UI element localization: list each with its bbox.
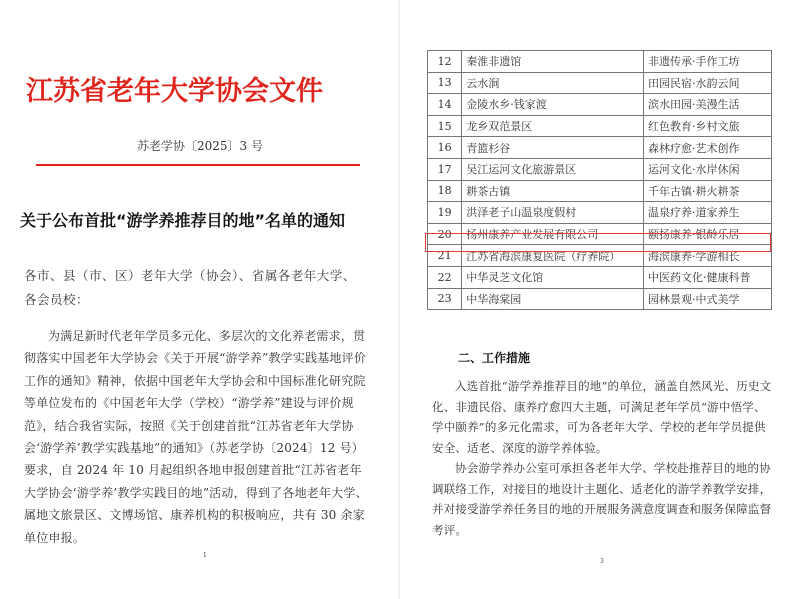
destination-name-cell: 扬州康养产业发展有限公司 — [462, 223, 644, 245]
theme-cell: 颐扬康养·银龄乐居 — [644, 223, 772, 245]
theme-cell: 运河文化·水岸休闲 — [644, 158, 772, 180]
table-row — [428, 266, 772, 288]
theme-cell: 田园民宿·水韵云间 — [644, 72, 772, 94]
theme-cell: 非遗传承·手作工坊 — [644, 51, 772, 73]
row-number-cell: 23 — [428, 288, 462, 310]
row-number-cell: 16 — [428, 137, 462, 159]
table-row — [428, 158, 772, 180]
document-number: 苏老学协〔2025〕3 号 — [137, 139, 263, 153]
destination-name-cell: 洪泽老子山温泉度假村 — [462, 202, 644, 224]
row-number-cell: 14 — [428, 94, 462, 116]
destination-name-cell: 金陵水乡·钱家渡 — [462, 94, 644, 116]
theme-cell: 温泉疗养·道家养生 — [644, 202, 772, 224]
table-row — [428, 51, 772, 73]
table-row — [428, 72, 772, 94]
row-number-cell: 18 — [428, 180, 462, 202]
theme-cell: 千年古镇·耕火耕茶 — [644, 180, 772, 202]
theme-cell: 滨水田园·美漫生活 — [644, 94, 772, 116]
destination-name-cell: 龙乡双范景区 — [462, 115, 644, 137]
row-number-cell: 20 — [428, 223, 462, 245]
body-paragraph: 为满足新时代老年学员多元化、多层次的文化养老需求，贯彻落实中国老年大学协会《关于开展“游学养”教学实践基地评价工作的通知》精神，依据中国老年大学协会和中国标准化研究院等单位发布的《中国老年大学（学校）“游学养”建设与评价规范》，结合我省实际，按照《关于创建首批“江苏省老年大学协会‘游学养’教学实践基地”的通知》（苏老学协〔2024〕12 号）要求，自 2024 年 10 月起组织各地申报创建首批“江苏省老年大学协会‘游学养’教学实践目的地”活动，得到了各地老年大学、属地文旅景区、文博场馆、康养机构的积极响应，共有 30 余家单位申报。 — [24, 329, 368, 545]
document-header-title: 江苏省老年大学协会文件 — [26, 76, 323, 107]
destination-name-cell: 青篮杉谷 — [462, 137, 644, 159]
row-number-cell: 13 — [428, 72, 462, 94]
destination-name-cell: 江苏省海滨康复医院（疗养院） — [462, 245, 644, 267]
row-number-cell: 21 — [428, 245, 462, 267]
row-number-cell: 17 — [428, 158, 462, 180]
measures-paragraph-2: 协会游学养办公室可承担各老年大学、学校赴推荐目的地的协调联络工作，对接目的地设计主题化、适老化的游学养教学安排，并对接受游学养任务目的地的开展服务满意度调查和服务保障监督考评。 — [432, 461, 772, 537]
table-row — [428, 94, 772, 116]
destination-name-cell: 中华海棠园 — [462, 288, 644, 310]
theme-cell: 园林景观·中式美学 — [644, 288, 772, 310]
row-number-cell: 19 — [428, 202, 462, 224]
table-row — [428, 180, 772, 202]
theme-cell: 海滨康养·学游相长 — [644, 245, 772, 267]
destination-name-cell: 耕茶古镇 — [462, 180, 644, 202]
row-number-cell: 12 — [428, 51, 462, 73]
table-row-highlighted — [428, 223, 772, 245]
theme-cell: 红色教育·乡村文旅 — [644, 115, 772, 137]
destination-name-cell: 吴江运河文化旅游景区 — [462, 158, 644, 180]
addressee-line: 各市、县（市、区）老年大学（协会）、省属各老年大学、各会员校： — [24, 268, 356, 307]
section-heading: 二、工作措施 — [458, 351, 531, 365]
theme-cell: 森林疗愈·艺术创作 — [644, 137, 772, 159]
destination-name-cell: 中华灵芝文化馆 — [462, 266, 644, 288]
table-row — [428, 202, 772, 224]
table-row — [428, 115, 772, 137]
theme-cell: 中医药文化·健康科普 — [644, 266, 772, 288]
table-row — [428, 245, 772, 267]
header-divider — [36, 164, 360, 166]
notice-title: 关于公布首批“游学养推荐目的地”名单的通知 — [20, 211, 346, 230]
table-row — [428, 137, 772, 159]
row-number-cell: 22 — [428, 266, 462, 288]
measures-paragraph-1: 入选首批“游学养推荐目的地”的单位，涵盖自然风光、历史文化、非遗民俗、康养疗愈四大主题，可满足老年学员“游中悟学、学中颐养”的多元化需求，可为各老年大学、学校的老年学员提供安全、适老、深度的游学养体验。 — [432, 379, 772, 455]
destination-table — [427, 50, 772, 310]
row-number-cell: 15 — [428, 115, 462, 137]
page-number: 1 — [203, 552, 207, 559]
destination-name-cell: 秦淮非遗馆 — [462, 51, 644, 73]
table-row — [428, 288, 772, 310]
page-number: 3 — [600, 558, 604, 565]
destination-name-cell: 云水涧 — [462, 72, 644, 94]
